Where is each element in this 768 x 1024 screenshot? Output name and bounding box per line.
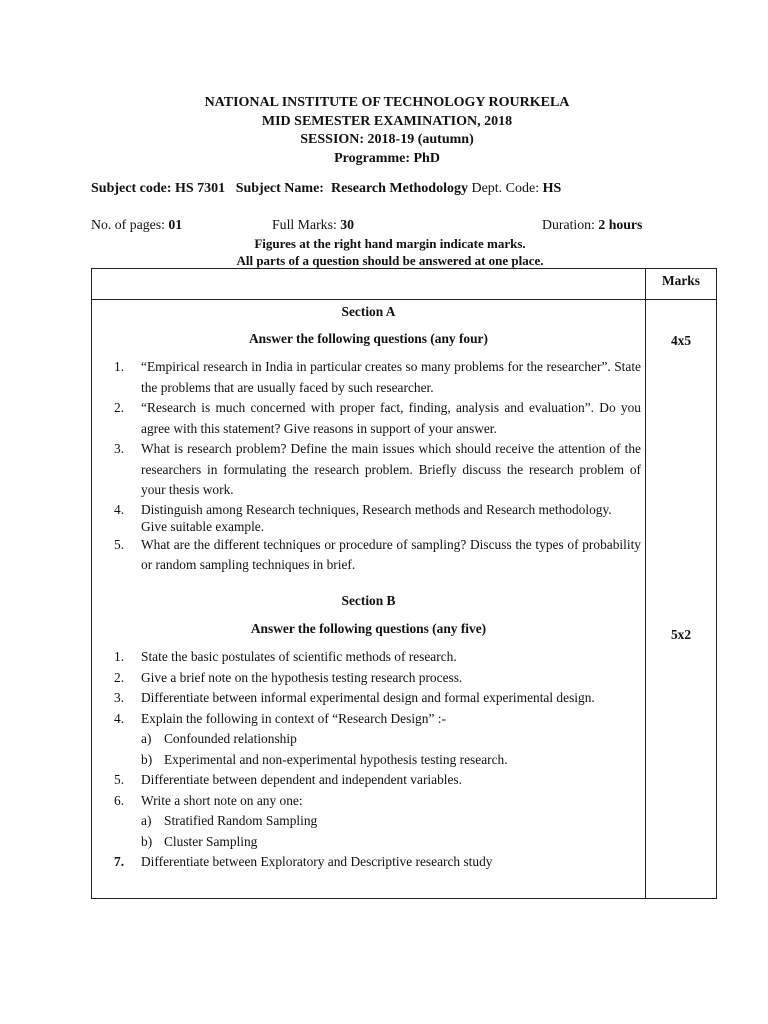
question-text: Stratified Random Sampling [164,813,318,828]
question-number: 1. [114,649,125,664]
duration-info [542,217,642,233]
full-marks-info [272,217,354,233]
subject-name-value: Research Methodology [330,181,468,196]
exam-title: MID SEMESTER EXAMINATION, 2018 [261,113,513,129]
question-a4 [114,501,641,535]
section-a-questions [114,357,641,576]
question-b6 [114,791,641,812]
pages-label: No. of pages: [91,217,165,232]
subject-row [91,181,561,197]
answer-note: All parts of a question should be answered at one place. [236,253,544,268]
duration-value: 2 hours [598,217,643,232]
question-text: Distinguish among Research techniques, Research methods and Research methodology. Give suitable example. [141,501,612,534]
question-text: Write a short note on any one: [141,792,303,808]
header-divider [92,299,716,300]
question-number: 7. [114,854,125,869]
question-number: 4. [114,501,125,517]
exam-header [0,94,768,168]
question-b1 [114,647,641,668]
subject-name-label: Subject Name: [235,181,324,196]
question-b4b [114,750,641,771]
question-text: “Empirical research in India in particular creates so many problems for the researcher”. State the problems that are usually faced by such researcher. [141,359,641,395]
institute-name: NATIONAL INSTITUTE OF TECHNOLOGY ROURKELA [204,95,570,110]
question-text: Differentiate between Exploratory and Descriptive research study [141,854,493,869]
question-number: a) [141,813,152,828]
section-a-marks: 4x5 [670,333,692,348]
question-table [91,268,717,899]
question-b4 [114,709,641,730]
question-text: Confounded relationship [164,731,297,746]
section-b-marks: 5x2 [670,627,692,642]
question-number: 5. [114,536,125,552]
question-text: “Research is much concerned with proper fact, finding, analysis and evaluation”. Do you agree with this statement? Give reasons in support of your answer. [141,400,641,436]
question-text: What is research problem? Define the main issues which should receive the attention of the researchers in formulating the research problem. Briefly discuss the research problem of your thesis work. [141,441,641,497]
pages-info [91,217,182,233]
question-number: 3. [114,690,125,705]
question-a2 [114,398,641,439]
question-a3 [114,439,641,501]
question-b7 [114,852,641,873]
instructions [0,235,768,269]
marks-note: Figures at the right hand margin indicate marks. [254,236,526,251]
question-text: State the basic postulates of scientific methods of research. [141,649,457,664]
subject-code-value: HS 7301 [175,181,226,196]
section-b-questions [114,647,641,873]
section-b-title: Section B [341,593,396,608]
column-divider [645,269,646,898]
session-line: SESSION: 2018-19 (autumn) [300,132,474,147]
question-number: a) [141,731,152,746]
question-number: 5. [114,772,125,787]
dept-code-value: HS [542,181,562,196]
question-number: 3. [114,441,125,456]
question-text: Experimental and non-experimental hypothesis testing research. [164,751,508,767]
question-text: Give a brief note on the hypothesis testing research process. [141,669,463,685]
question-a5 [114,535,641,576]
question-b4a [114,729,641,750]
question-number: 2. [114,400,125,415]
question-number: 1. [114,359,125,374]
question-text: Cluster Sampling [164,833,258,849]
exam-meta-row [91,217,711,237]
question-number: b) [141,833,153,849]
question-text: Differentiate between informal experimental design and formal experimental design. [141,690,595,705]
question-b2 [114,668,641,689]
question-b3 [114,688,641,709]
question-a1 [114,357,641,398]
question-text: Differentiate between dependent and independent variables. [141,772,462,787]
question-number: 6. [114,792,125,808]
question-b6a [114,811,641,832]
full-marks-value: 30 [340,217,355,232]
section-b-instruction: Answer the following questions (any five) [250,621,487,636]
section-a-title: Section A [341,304,396,319]
subject-code-label: Subject code: [91,181,172,196]
duration-label: Duration: [542,217,595,232]
question-text: Explain the following in context of “Research Design” :- [141,710,446,726]
question-b6b [114,832,641,853]
marks-column-header: Marks [662,273,700,288]
question-number: 2. [114,669,125,685]
dept-code-label: Dept. Code: [471,181,540,196]
question-b5 [114,770,641,791]
question-number: b) [141,751,153,767]
pages-value: 01 [168,217,183,232]
question-number: 4. [114,710,125,726]
programme-line: Programme: PhD [334,150,440,166]
question-text: What are the different techniques or procedure of sampling? Discuss the types of probability or random sampling techniques in brief. [141,536,641,572]
section-a-instruction: Answer the following questions (any four) [249,331,488,346]
full-marks-label: Full Marks: [272,217,337,232]
